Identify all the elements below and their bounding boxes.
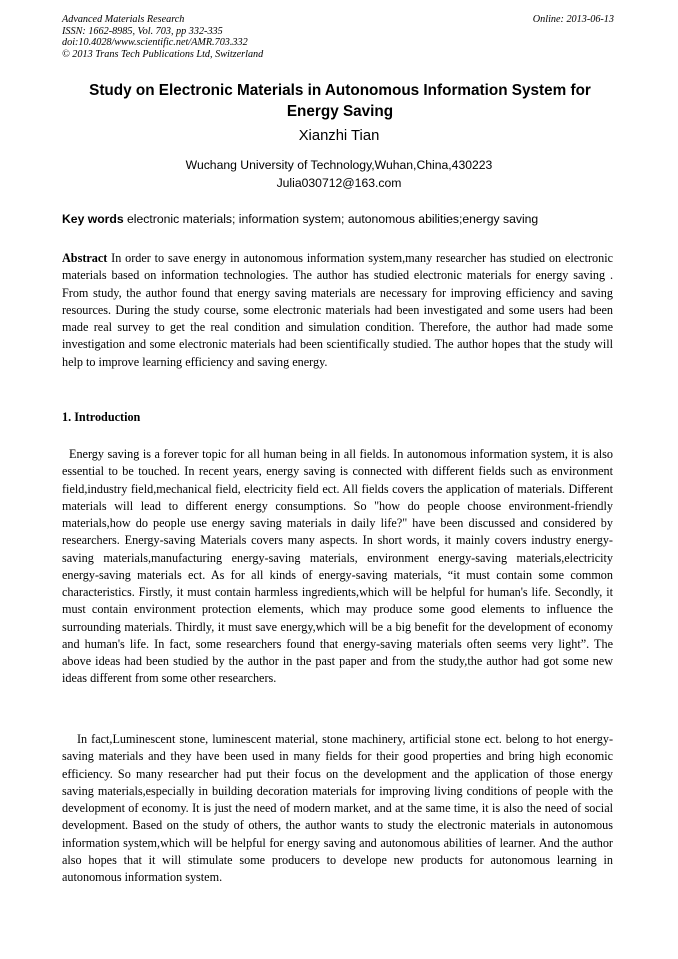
intro-paragraph-1	[62, 446, 613, 688]
doi-line: doi:10.4028/www.scientific.net/AMR.703.332	[62, 37, 248, 49]
affiliation: Wuchang University of Technology,Wuhan,China,430223	[185, 158, 493, 172]
section-heading: 1. Introduction	[62, 410, 141, 424]
intro-paragraph-2-text: In fact,Luminescent stone, luminescent material, stone machinery, artificial stone ect. belong to hot energy-saving materials and they have been used in many fields for their good properties and bring high economic efficiency. So many researcher had put their focus on the development and the application of those energy saving materials,especially in building decoration materials for improving living conditions of people with the development of economy. It is just the need of modern market, and at the same time, it is also the need of social development. Based on the study of others, the author wants to study the electronic materials in autonomous information system,which will be helpful for energy saving and autonomous abilities of learner. And the author also hopes that it will stimulate some producers to develope new products for autonomous learning in autonomous information system.	[62, 732, 613, 884]
paper-title: Study on Electronic Materials in Autonomous Information System for Energy Saving	[89, 82, 591, 120]
keywords-label: Key words	[62, 212, 124, 226]
abstract	[62, 250, 613, 371]
issn-line: ISSN: 1662-8985, Vol. 703, pp 332-335	[62, 25, 223, 37]
abstract-text: In order to save energy in autonomous information system,many researcher has studied on electronic materials based on information technologies. The author has studied electronic materials for energy saving . From study, the author found that energy saving materials are necessary for improving efficiency and saving resources. During the study course, some electronic materials had been investigated and some users had been made real survey to get the real condition and simulation condition. Therefore, the author had made some investigation and some electronic materials had been scientifically studied. The author hopes that the study will help to improve learning efficiency and saving energy.	[62, 251, 613, 369]
author-email: Julia030712@163.com	[276, 176, 402, 190]
keywords	[62, 211, 622, 227]
journal-name: Advanced Materials Research	[62, 14, 185, 25]
intro-paragraph-2	[62, 731, 613, 886]
online-date: Online: 2013-06-13	[532, 14, 614, 25]
author-name: Xianzhi Tian	[298, 128, 380, 144]
copyright-line: © 2013 Trans Tech Publications Ltd, Switzerland	[62, 48, 264, 60]
abstract-label: Abstract	[62, 251, 108, 265]
journal-header	[62, 14, 614, 60]
author-affiliation-block	[0, 156, 678, 192]
keywords-text: electronic materials; information system; autonomous abilities;energy saving	[127, 212, 539, 226]
intro-paragraph-1-text: Energy saving is a forever topic for all human being in all fields. In autonomous information system, it is also essential to be touched. In recent years, energy saving is connected with different fields such as environment field,industry field,mechanical field, electricity field ect. All fields covers the application of materials. Different materials will lead to different energy consumptions. So "how do people choose environment-friendly materials,how do people use energy saving materials in daily life?" have been discussed and considered by researchers. Energy-saving Materials covers many aspects. In short words, it mainly covers industry energy-saving materials,manufacturing energy-saving materials, environment energy-saving materials,electricity energy-saving materials ect. As for all kinds of energy-saving materials, “it must contain some common characteristics. Firstly, it must contain harmless ingredients,which will be helpful for human's life. Secondly, it must contain environment protection elements, which may produce some good elements to influence the surrounding materials. Thirdly, it must save energy,which will be a big benefit for the development of economy and human's life. In fact, some researchers found that energy-saving materials often seems very light”. The above ideas had been studied by the author in the past paper and from the study,the author had got some new ideas different from some other researchers.	[62, 447, 613, 686]
